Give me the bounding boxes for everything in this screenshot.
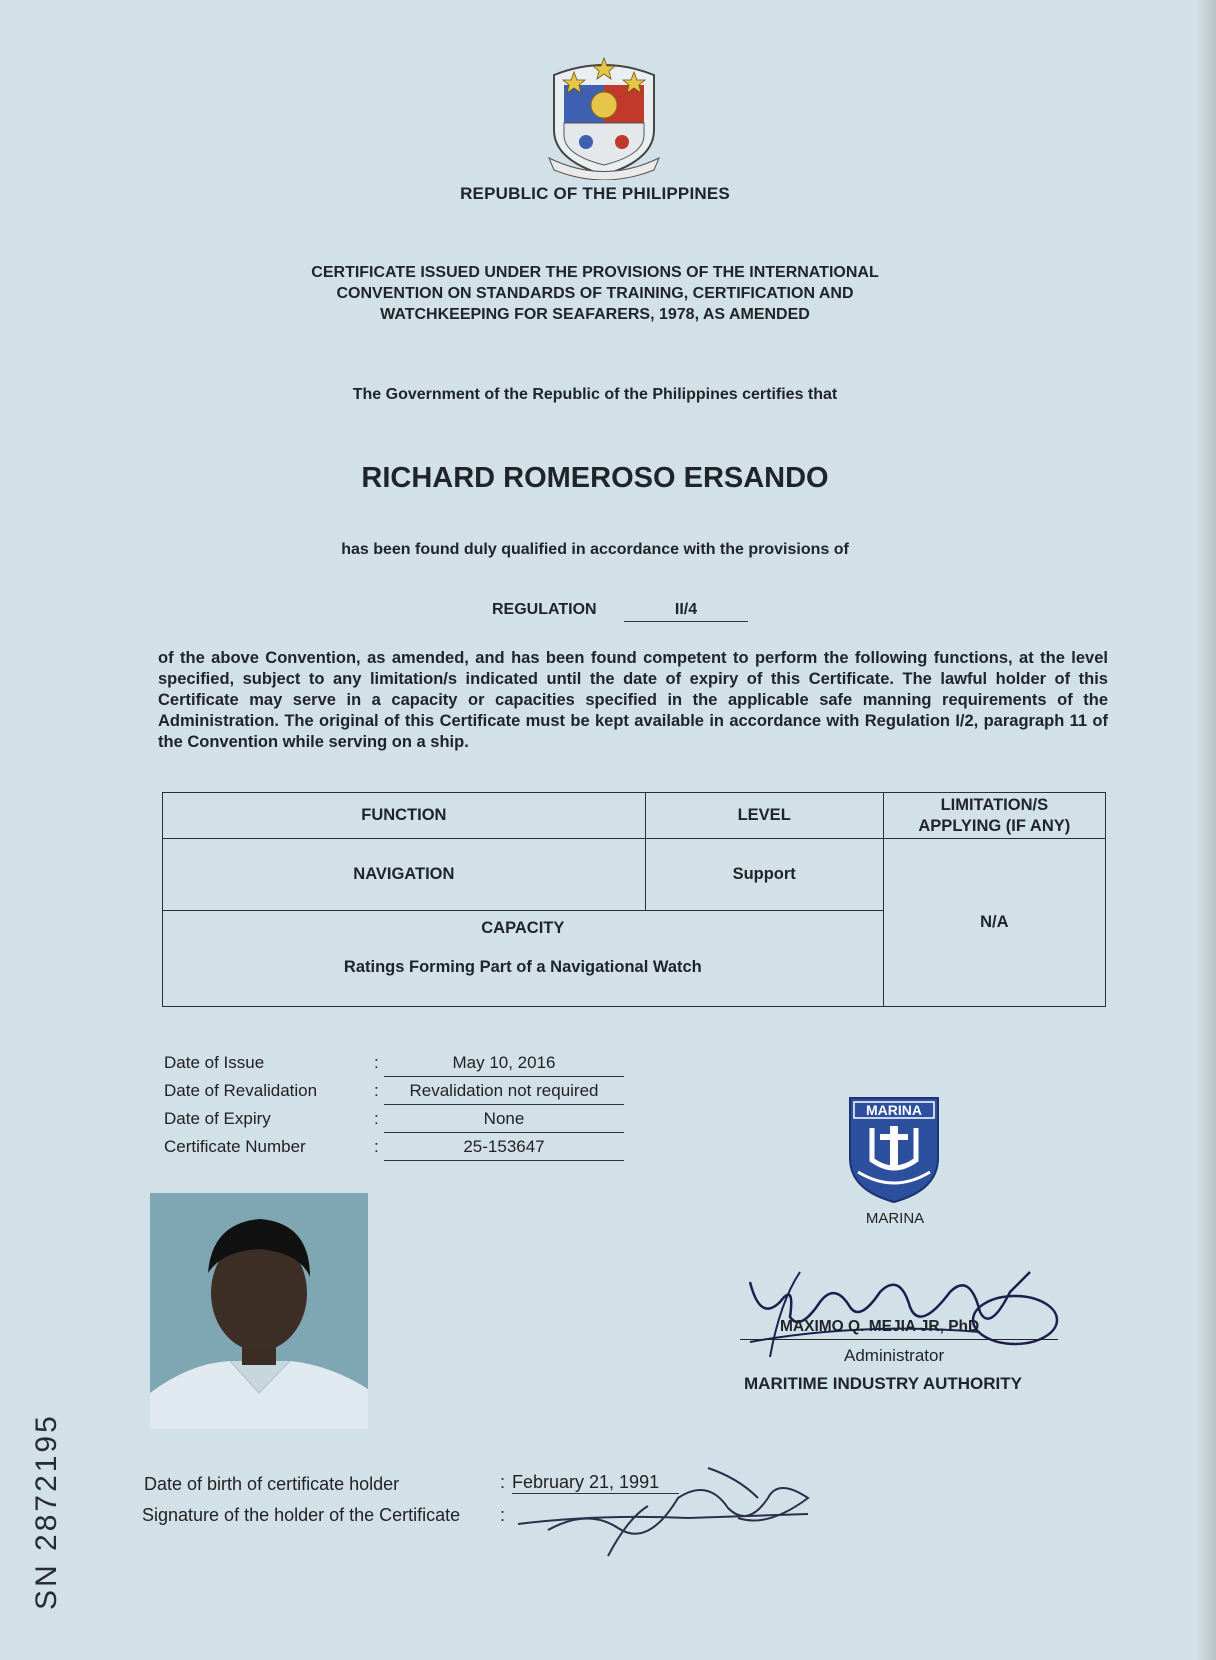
signatory-authority: MARITIME INDUSTRY AUTHORITY xyxy=(744,1374,1022,1393)
detail-value: Revalidation not required xyxy=(384,1081,624,1105)
detail-row xyxy=(164,1137,624,1165)
table-capacity-value: Ratings Forming Part of a Navigational Watch xyxy=(343,958,702,976)
philippine-coat-of-arms-icon xyxy=(544,50,664,180)
detail-separator: : xyxy=(374,1053,379,1072)
dob-value: February 21, 1991 xyxy=(512,1472,679,1494)
detail-label: Date of Issue xyxy=(164,1053,265,1072)
detail-label: Date of Expiry xyxy=(164,1109,271,1128)
detail-label: Certificate Number xyxy=(164,1137,306,1156)
detail-separator: : xyxy=(374,1109,379,1128)
holder-name: RICHARD ROMEROSO ERSANDO xyxy=(361,462,829,494)
table-capacity-label: CAPACITY xyxy=(481,919,565,937)
table-level-value: Support xyxy=(645,839,883,911)
signature-line xyxy=(740,1339,1058,1340)
signatory-title: Administrator xyxy=(844,1346,945,1365)
detail-row xyxy=(164,1081,624,1109)
holder-portrait-icon xyxy=(150,1193,368,1429)
convention-line-2: CONVENTION ON STANDARDS OF TRAINING, CERTIFICATION AND xyxy=(336,285,854,302)
table-head-level: LEVEL xyxy=(645,793,883,839)
detail-separator: : xyxy=(374,1137,379,1156)
body-paragraph: of the above Convention, as amended, and has been found competent to perform the following functions, at the level specified, subject to any limitation/s indicated until the date of expiry of this Certificate. The lawful holder of this Certificate may serve in a capacity or capacities specified in the applicable safe manning requirements of the Administration. The original of this Certificate must be kept available in accordance with Regulation I/2, paragraph 11 of the Convention while serving on a ship. xyxy=(158,649,1108,751)
function-table xyxy=(162,792,1106,1007)
detail-value: 25-153647 xyxy=(384,1137,624,1161)
detail-row xyxy=(164,1109,624,1137)
table-head-function: FUNCTION xyxy=(163,793,646,839)
table-head-limitation xyxy=(883,793,1105,839)
detail-label: Date of Revalidation xyxy=(164,1081,318,1100)
signatory-name: MAXIMO Q. MEJIA JR, PhD xyxy=(780,1318,980,1335)
detail-separator: : xyxy=(374,1081,379,1100)
dob-label: Date of birth of certificate holder xyxy=(144,1474,400,1494)
detail-row xyxy=(164,1053,624,1081)
regulation-value: II/4 xyxy=(624,601,748,622)
regulation-label: REGULATION xyxy=(492,601,597,618)
table-capacity-cell xyxy=(163,911,884,1007)
convention-line-3: WATCHKEEPING FOR SEAFARERS, 1978, AS AMENDED xyxy=(380,306,810,323)
holder-signature-label: Signature of the holder of the Certificate xyxy=(142,1505,461,1525)
table-head-limitation-line2: APPLYING (IF ANY) xyxy=(918,816,1071,835)
convention-line-1: CERTIFICATE ISSUED UNDER THE PROVISIONS OF THE INTERNATIONAL xyxy=(311,264,879,281)
marina-caption: MARINA xyxy=(865,1210,925,1227)
table-limitation-value: N/A xyxy=(883,839,1105,1007)
qualified-text: has been found duly qualified in accordance with the provisions of xyxy=(341,541,849,558)
detail-value: None xyxy=(384,1109,624,1133)
table-function-value: NAVIGATION xyxy=(163,839,646,911)
certifies-text: The Government of the Republic of the Philippines certifies that xyxy=(352,386,838,403)
table-head-limitation-line1: LIMITATION/S xyxy=(940,795,1049,814)
dob-separator: : xyxy=(500,1472,506,1492)
marina-logo-icon xyxy=(846,1094,942,1206)
serial-number: SN 2872195 xyxy=(30,1413,63,1610)
paper-edge-shadow xyxy=(1196,0,1216,1660)
holder-signature-icon xyxy=(508,1458,828,1558)
svg-text:MARINA: MARINA xyxy=(866,1102,922,1118)
republic-title: REPUBLIC OF THE PHILIPPINES xyxy=(460,184,730,203)
holder-signature-separator: : xyxy=(500,1505,506,1525)
holder-photo xyxy=(150,1193,368,1429)
detail-value: May 10, 2016 xyxy=(384,1053,624,1077)
